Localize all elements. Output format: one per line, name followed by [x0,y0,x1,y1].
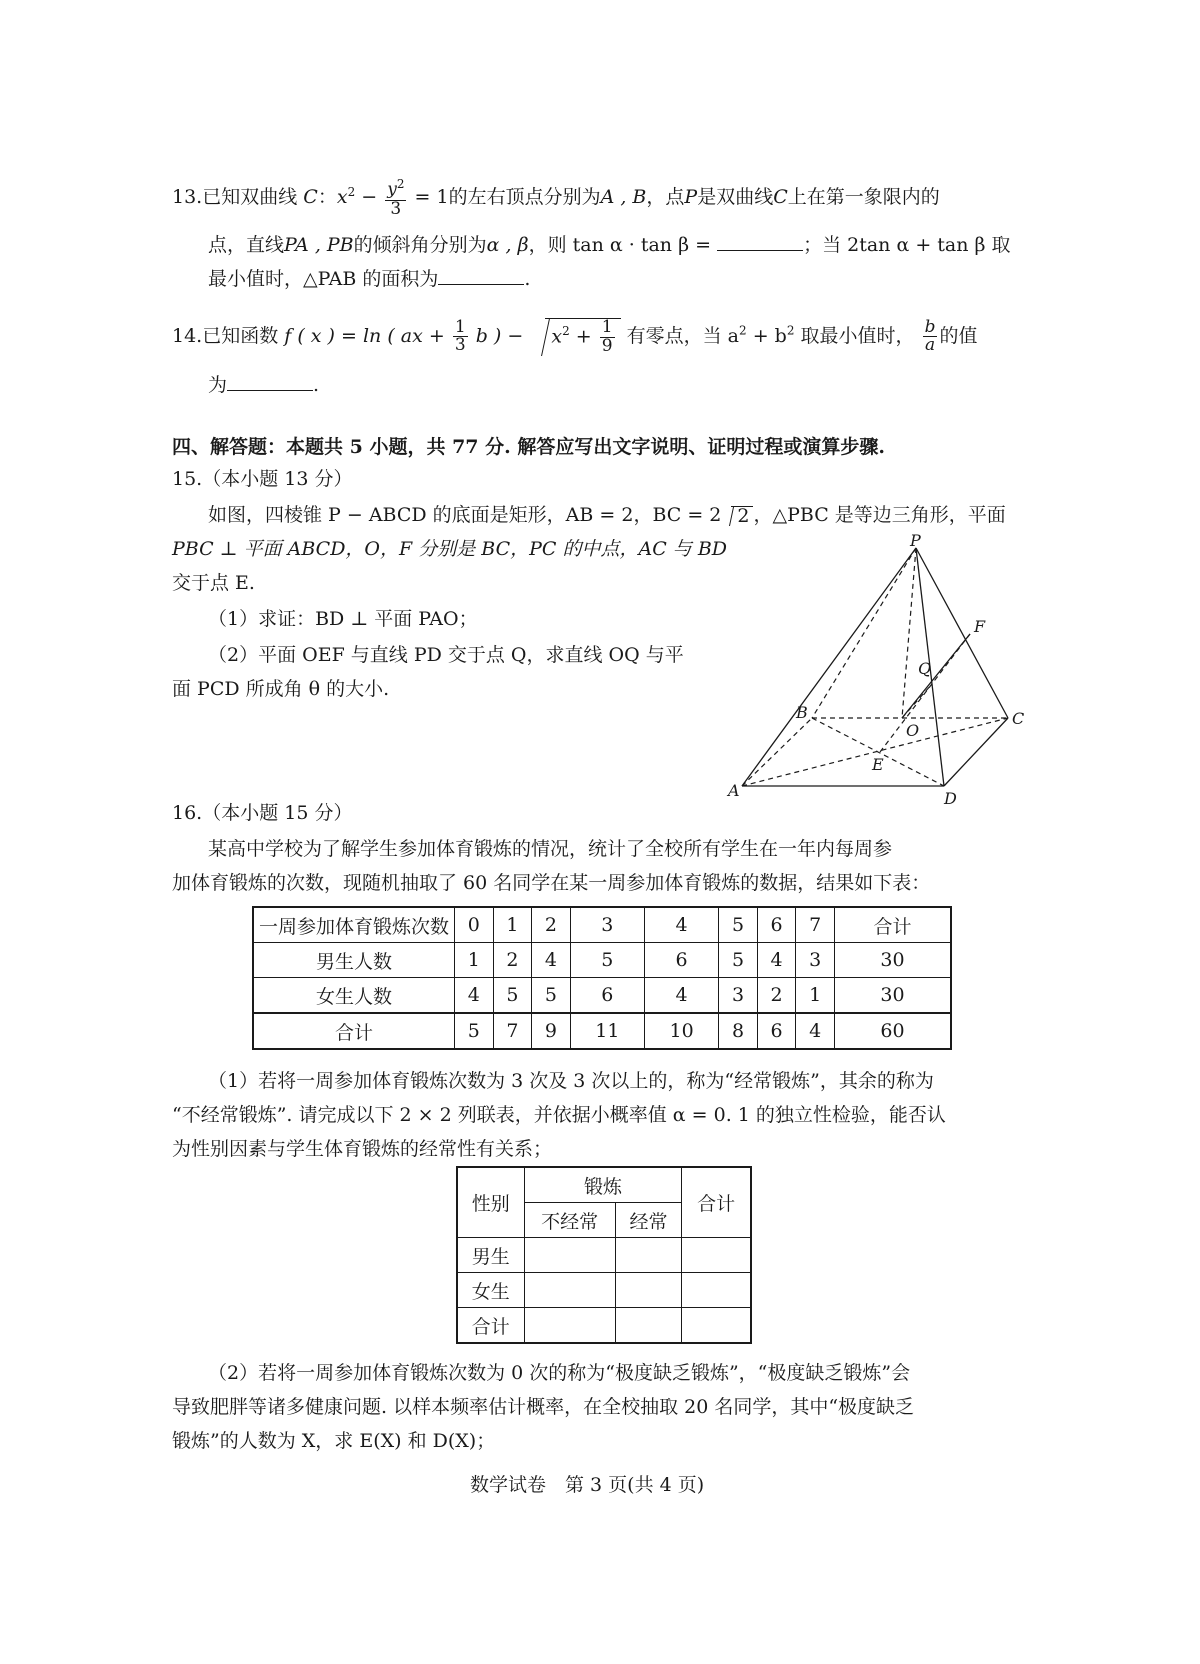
q14-frac-b-a: $\frac{b}{a}$ [924,316,936,356]
q14-frac-1-9: $\frac{1}{9}$ [601,317,613,356]
label-B: B [796,703,808,722]
q16-sub2a: （2）若将一周参加体育锻炼次数为 0 次的称为“极度缺乏锻炼”，“极度缺乏锻炼”会 [208,1362,911,1384]
table-cell: 4 [757,943,796,978]
answer-cell[interactable] [615,1238,682,1273]
table-cell: 合计 [834,907,951,943]
table-cell: 60 [834,1013,951,1049]
table-cell: 10 [644,1013,718,1049]
q16-sub2b: 导致肥胖等诸多健康问题. 以样本频率估计概率，在全校抽取 20 名同学，其中“极度缺乏 [172,1396,915,1418]
q15-sub2b: 面 PCD 所成角 θ 的大小. [172,678,390,700]
table-cell: 性别 [457,1167,524,1238]
q13-line2: 点，直线PA , PB的倾斜角分别为α , β，则 tan α · tan β = ；当 2tan α + tan β 取 [208,234,1011,256]
label-C: C [1012,709,1025,728]
table-cell: 男生人数 [253,943,455,978]
table-header-row [457,1167,751,1203]
table-cell: 合计 [457,1308,524,1344]
label-E: E [872,755,884,774]
q13-line1: 13.已知双曲线 C：$x^2$ − $\frac{y^2}{3}$ = 1的左右顶点分别为A , B，点P是双曲线C上在第一象限内的 [172,177,940,219]
table-header-row [253,907,951,943]
table-cell: 9 [532,1013,571,1049]
table-cell: 7 [493,1013,532,1049]
table-cell: 3 [570,907,644,943]
contingency-table [456,1166,752,1344]
table-row [457,1273,751,1308]
table-cell: 合计 [682,1167,751,1238]
table-row [253,978,951,1014]
table-cell: 0 [455,907,494,943]
table-cell: 5 [570,943,644,978]
table-cell: 一周参加体育锻炼次数 [253,907,455,943]
table-cell: 6 [757,1013,796,1049]
page-footer: 数学试卷 第 3 页(共 4 页) [470,1474,705,1496]
table-cell: 5 [719,907,758,943]
table-cell: 男生 [457,1238,524,1273]
table-cell: 6 [757,907,796,943]
label-P: P [910,534,921,550]
table-cell: 4 [644,978,718,1014]
table-cell: 1 [455,943,494,978]
table-cell: 4 [796,1013,835,1049]
table-cell: 经常 [615,1203,682,1238]
q15-sub2a: （2）平面 OEF 与直线 PD 交于点 Q，求直线 OQ 与平 [208,644,684,666]
table-cell: 不经常 [524,1203,615,1238]
table-cell: 4 [532,943,571,978]
table-row [457,1308,751,1344]
table-cell: 6 [570,978,644,1014]
table-cell: 5 [719,943,758,978]
q16-sub2c: 锻炼”的人数为 X，求 E(X) 和 D(X)； [172,1430,496,1452]
table-cell: 5 [455,1013,494,1049]
q15-sub1: （1）求证：BD ⊥ 平面 PAO； [208,608,478,630]
table-cell: 4 [644,907,718,943]
table-cell: 3 [796,943,835,978]
q16-sub1b: “不经常锻炼”. 请完成以下 2 × 2 列联表，并依据小概率值 α = 0. 1 的独立性检验，能否认 [172,1104,946,1126]
table-row [457,1238,751,1273]
label-Q: Q [918,659,932,678]
q16-p1: 某高中学校为了解学生参加体育锻炼的情况，统计了全校所有学生在一年内每周参 [208,838,893,860]
table-cell: 1 [796,978,835,1014]
table-cell: 5 [532,978,571,1014]
table-cell: 女生人数 [253,978,455,1014]
label-O: O [906,721,920,740]
table-row [253,1013,951,1049]
answer-cell[interactable] [615,1273,682,1308]
table-cell: 11 [570,1013,644,1049]
answer-cell[interactable] [682,1273,751,1308]
q15-p1: 如图，四棱锥 P − ABCD 的底面是矩形，AB = 2，BC = 2 2 ，△PBC 是等边三角形，平面 [208,504,1006,527]
q13-y2-over-3: $\frac{y^2}{3}$ [387,177,405,219]
answer-cell[interactable] [524,1273,615,1308]
table-cell: 4 [455,978,494,1014]
label-D: D [944,789,957,806]
q15-p3: 交于点 E. [172,572,255,594]
table-cell: 2 [493,943,532,978]
label-F: F [974,617,986,636]
table-cell: 2 [757,978,796,1014]
answer-cell[interactable] [615,1308,682,1344]
table-cell: 8 [719,1013,758,1049]
q16-sub1a: （1）若将一周参加体育锻炼次数为 3 次及 3 次以上的，称为“经常锻炼”，其余的称为 [208,1070,934,1092]
q14-answer-blank[interactable] [227,390,313,391]
q13-line3: 最小值时，△PAB 的面积为 . [208,268,531,290]
table-cell: 7 [796,907,835,943]
q15-sqrt2: 2 [731,506,753,526]
exercise-frequency-table [252,906,952,1050]
q16-header: 16.（本小题 15 分） [172,802,353,824]
table-cell: 锻炼 [524,1167,682,1203]
q14-line1: 14.已知函数 f ( x ) = ln ( ax + $\frac{1}{3}$ b ) − $x^2$ + $\frac{1}{9}$ 有零点，当 $a^2 + b^2$ 取最小值时， $\frac{b}{a}$ 的值 [172,316,978,356]
pyramid-figure [722,534,1028,806]
answer-cell[interactable] [682,1308,751,1344]
table-cell: 3 [719,978,758,1014]
answer-cell[interactable] [682,1238,751,1273]
table-cell: 女生 [457,1273,524,1308]
q13-answer-blank-1[interactable] [717,250,803,251]
table-cell: 合计 [253,1013,455,1049]
q16-p2: 加体育锻炼的次数，现随机抽取了 60 名同学在某一周参加体育锻炼的数据，结果如下表： [172,872,931,894]
q14-line2: 为 . [208,374,320,396]
table-row [253,943,951,978]
q15-header: 15.（本小题 13 分） [172,468,353,490]
q14-frac-1-3: $\frac{1}{3}$ [454,316,466,356]
table-cell: 5 [493,978,532,1014]
answer-cell[interactable] [524,1238,615,1273]
table-cell: 6 [644,943,718,978]
q13-answer-blank-2[interactable] [438,284,524,285]
section-4-heading: 四、解答题：本题共 5 小题，共 77 分. 解答应写出文字说明、证明过程或演算步骤. [172,436,885,458]
label-A: A [728,781,740,800]
table-cell: 2 [532,907,571,943]
q15-p2: PBC ⊥ 平面 ABCD，O，F 分别是 BC，PC 的中点，AC 与 BD [172,538,728,560]
answer-cell[interactable] [524,1308,615,1344]
table-cell: 30 [834,978,951,1014]
table-cell: 30 [834,943,951,978]
q14-sqrt: $x^2$ + $\frac{1}{9}$ [545,318,620,356]
q16-sub1c: 为性别因素与学生体育锻炼的经常性有关系； [172,1138,553,1160]
table-cell: 1 [493,907,532,943]
